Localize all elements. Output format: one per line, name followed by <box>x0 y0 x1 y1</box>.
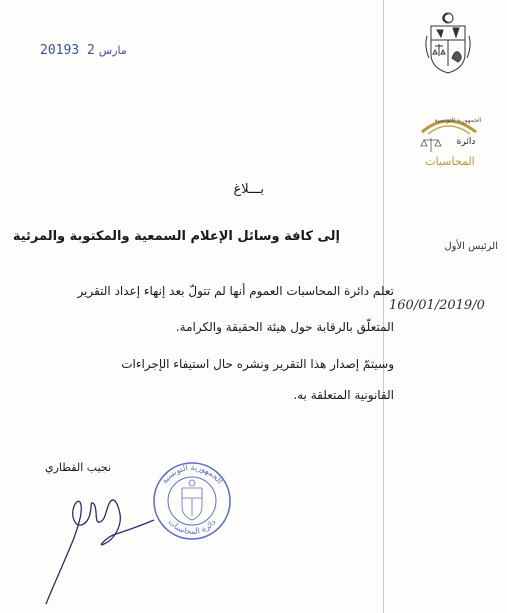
president-label: الرئيس الأول <box>444 241 498 252</box>
paragraph1-line2: المتعلّق بالرقابة حول هيئة الحقيقة والكرامة. <box>175 320 394 334</box>
handwritten-signature <box>44 480 156 606</box>
stamp-year: 2019 <box>40 43 72 58</box>
court-of-accounts-logo <box>408 108 488 170</box>
seal-emblem-icon <box>182 480 202 520</box>
margin-divider <box>383 0 384 613</box>
document-title: بـــلاغ <box>233 182 264 197</box>
logo-line2: دائرة <box>456 137 476 147</box>
seal-top-text: الجمهورية التونسية <box>159 462 225 486</box>
paragraph1-line1: تعلم دائرة المحاسبات العموم أنها لم تتولّ بعد إنهاء إعداد التقرير <box>77 284 394 298</box>
seal-bottom-text: دائرة المحاسبات <box>166 517 218 537</box>
paragraph2-line2: القانونية المتعلقة به. <box>293 388 394 402</box>
received-date-stamp <box>40 43 131 58</box>
official-seal-stamp <box>148 458 236 542</box>
reference-number: 160/01/2019/0 <box>389 298 485 313</box>
stamp-day: 2 3 <box>71 43 95 58</box>
tunisia-coat-of-arms-icon <box>423 10 473 76</box>
addressee-line: إلى كافة وسائل الإعلام السمعية والمكتوبة والمرئية <box>12 229 340 244</box>
stamp-month: مارس <box>98 44 127 57</box>
logo-line3: المحاسبات <box>425 155 475 168</box>
scales-icon <box>421 138 441 152</box>
paragraph2-line1: وسيتمّ إصدار هذا التقرير ونشره حال استيفاء الإجراءات <box>121 357 394 371</box>
signer-name: نجيب القطاري <box>45 461 112 474</box>
logo-line1: الجمهورية التونسية <box>434 117 482 124</box>
